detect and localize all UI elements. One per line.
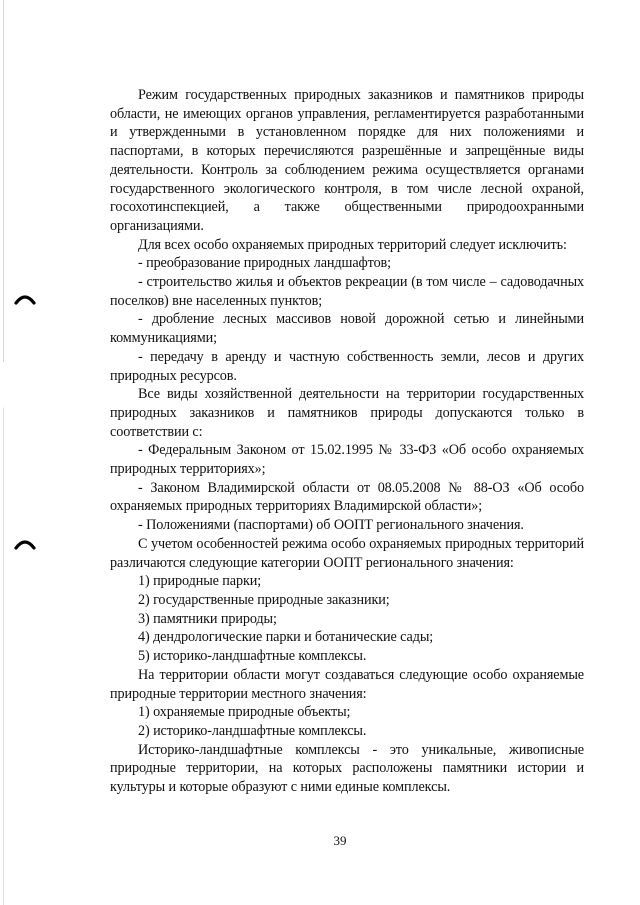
list-item: 2) государственные природные заказники; (138, 591, 390, 608)
paragraph-historic-complexes: Историко-ландшафтные комплексы - это уникальные, живописные природные территории, на которых расположены памятники истории и культуры и которые образуют с ними единые комплексы. (110, 741, 584, 796)
list-item: 1) природные парки; (138, 573, 262, 590)
list-item: 1) охраняемые природные объекты; (138, 704, 351, 721)
body-text (110, 86, 584, 797)
list-item: 2) историко-ландшафтные комплексы. (138, 722, 367, 739)
list-item: 5) историко-ландшафтные комплексы. (138, 648, 367, 665)
paragraph-regime: Режим государственных природных заказников и памятников природы области, не имеющих органов управления, регламентируется разработанными и утвержденными в установленном порядке для них положениями и паспортами, в которых перечисляются разрешённые и запрещённые виды деятельности. Контроль за соблюдением режима осуществляется органами государственного экологического контроля, в том числе лесной охраной, госохотинспекцией, а также общественными природоохранными организациями. (110, 87, 584, 234)
paragraph-local-intro: На территории области могут создаваться следующие особо охраняемые природные территории местного значения: (110, 666, 584, 702)
list-item: - строительство жилья и объектов рекреации (в том числе – садоводачных поселков) вне населенных пунктов; (110, 274, 584, 309)
list-item: - дробление лесных массивов новой дорожной сетью и линейными коммуникациями; (110, 311, 584, 347)
list-item: - Федеральным Законом от 15.02.1995 № 33-ФЗ «Об особо охраняемых природных территориях»; (110, 442, 584, 478)
paragraph-activities: Все виды хозяйственной деятельности на территории государственных природных заказников и памятников природы допускаются только в соответствии с: (110, 386, 584, 440)
scan-edge-line (3, 0, 4, 905)
list-item: - Положениями (паспортами) об ООПТ регионального значения. (138, 517, 524, 534)
punch-hole-mark-icon (14, 536, 36, 550)
page-number: 39 (333, 833, 347, 848)
list-item: - Законом Владимирской области от 08.05.2008 № 88-ОЗ «Об особо охраняемых природных территориях Владимирской области»; (110, 479, 584, 515)
paragraph-categories-intro: С учетом особенностей режима особо охраняемых природных территорий различаются следующие категории ООПТ регионального значения: (110, 535, 584, 571)
punch-hole-mark-icon (14, 291, 36, 305)
list-item: 4) дендрологические парки и ботанические сады; (138, 629, 434, 646)
list-item: - преобразование природных ландшафтов; (138, 255, 392, 272)
list-item: - передачу в аренду и частную собственность земли, лесов и других природных ресурсов. (110, 348, 584, 384)
list-item: 3) памятники природы; (138, 610, 277, 627)
paragraph-exclusions-intro: Для всех особо охраняемых природных территорий следует исключить: (138, 236, 567, 253)
